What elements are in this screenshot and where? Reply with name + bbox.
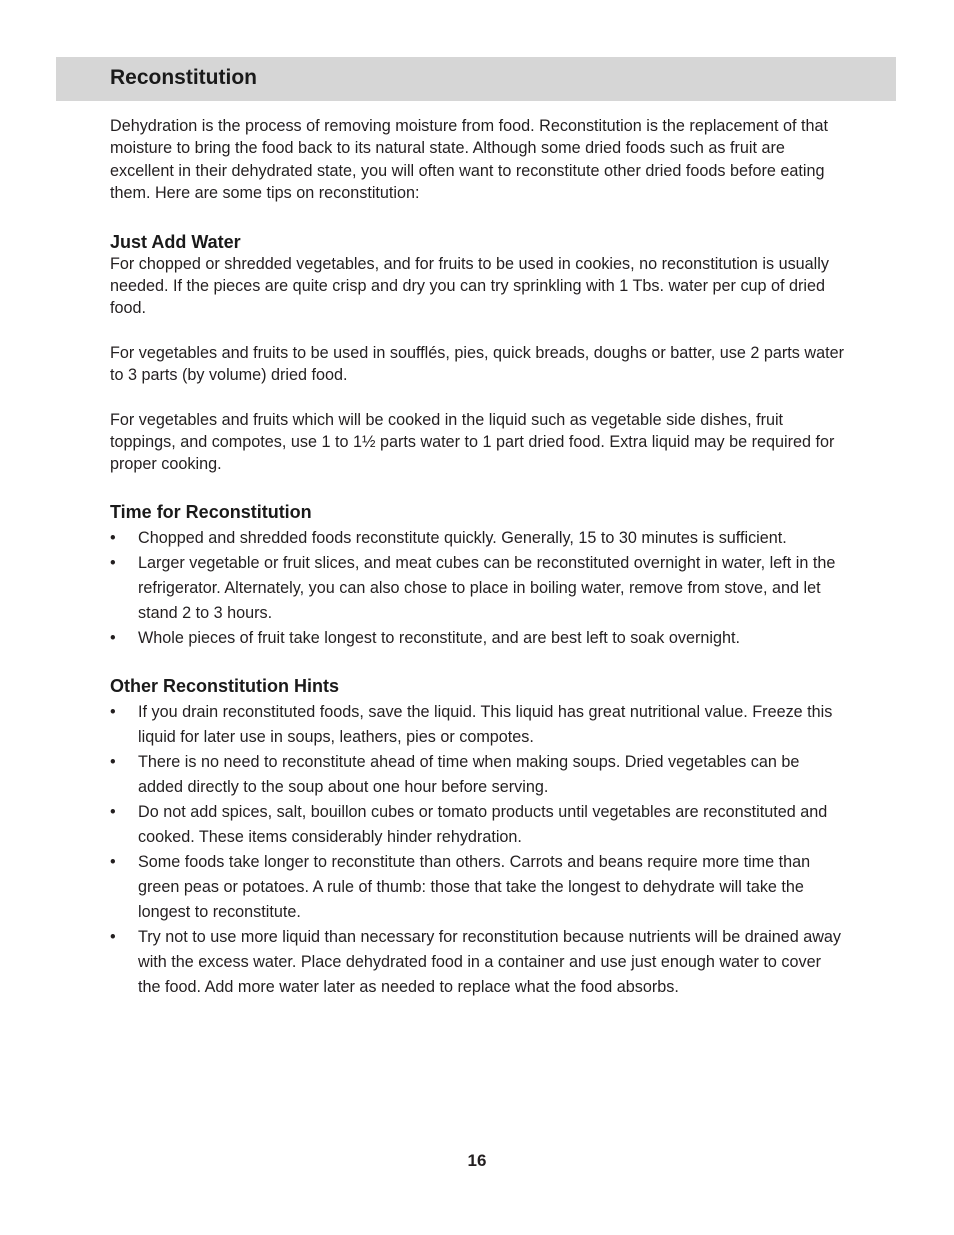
bullet-text: Do not add spices, salt, bouillon cubes or tomato products until vegetables are reconstituted and cooked. These items considerably hinder rehydration. xyxy=(138,802,828,846)
bullet-text: Larger vegetable or fruit slices, and meat cubes can be reconstituted overnight in water, left in the refrigerator. Alternately, you can also chose to place in boiling water, remove from stove, and let stand 2 to 3 hours. xyxy=(138,553,836,622)
water-paragraph: For chopped or shredded vegetables, and for fruits to be used in cookies, no reconstitution is usually needed. If the pieces are quite crisp and dry you can try sprinkling with 1 Tbs. water per cup of dried food. xyxy=(110,254,829,318)
bullet-text: Whole pieces of fruit take longest to reconstitute, and are best left to soak overnight. xyxy=(138,628,740,647)
section-heading-just-add-water: Just Add Water xyxy=(110,231,241,252)
title-bar xyxy=(56,57,896,101)
bullet-item xyxy=(110,925,845,1000)
bullet-glyph: • xyxy=(110,553,116,572)
bullet-text: Some foods take longer to reconstitute than others. Carrots and beans require more time than green peas or potatoes. A rule of thumb: those that take the longest to dehydrate will take the longest to reconstitute. xyxy=(138,852,811,921)
bullet-glyph: • xyxy=(110,927,116,946)
intro-paragraph: Dehydration is the process of removing moisture from food. Reconstitution is the replacement of that moisture to bring the food back to its natural state. Although some dried foods such as fruit are excellent in their dehydrated state, you will often want to reconstitute other dried foods before eating them. Here are some tips on reconstitution: xyxy=(110,117,828,203)
hints-bullet-list xyxy=(110,700,845,1000)
bullet-glyph: • xyxy=(110,802,116,821)
page-number: 16 xyxy=(467,1151,487,1170)
time-bullet-list xyxy=(110,526,845,651)
bullet-glyph: • xyxy=(110,852,116,871)
bullet-item xyxy=(110,800,845,850)
bullet-text: Chopped and shredded foods reconstitute quickly. Generally, 15 to 30 minutes is sufficient. xyxy=(138,528,787,547)
page-title: Reconstitution xyxy=(110,66,257,89)
bullet-text: There is no need to reconstitute ahead of time when making soups. Dried vegetables can be added directly to the soup about one hour before serving. xyxy=(138,752,800,796)
bullet-item xyxy=(110,850,845,925)
bullet-glyph: • xyxy=(110,528,116,547)
water-paragraph: For vegetables and fruits which will be cooked in the liquid such as vegetable side dishes, fruit toppings, and compotes, use 1 to 1½ parts water to 1 part dried food. Extra liquid may be required for proper cooking. xyxy=(110,410,835,474)
bullet-glyph: • xyxy=(110,702,116,721)
bullet-item xyxy=(110,700,845,750)
bullet-item xyxy=(110,626,845,651)
bullet-glyph: • xyxy=(110,628,116,647)
section-heading-hints: Other Reconstitution Hints xyxy=(110,675,339,696)
bullet-glyph: • xyxy=(110,752,116,771)
bullet-text: If you drain reconstituted foods, save the liquid. This liquid has great nutritional value. Freeze this liquid for later use in soups, leathers, pies or compotes. xyxy=(138,702,833,746)
bullet-item xyxy=(110,526,845,551)
water-paragraph: For vegetables and fruits to be used in soufflés, pies, quick breads, doughs or batter, use 2 parts water to 3 parts (by volume) dried food. xyxy=(110,343,844,385)
bullet-item xyxy=(110,750,845,800)
section-heading-time: Time for Reconstitution xyxy=(110,501,312,522)
bullet-text: Try not to use more liquid than necessary for reconstitution because nutrients will be drained away with the excess water. Place dehydrated food in a container and use just enough water to cover the food. Add more water later as needed to replace what the food absorbs. xyxy=(138,927,842,996)
page-content xyxy=(110,115,845,1000)
bullet-item xyxy=(110,551,845,626)
